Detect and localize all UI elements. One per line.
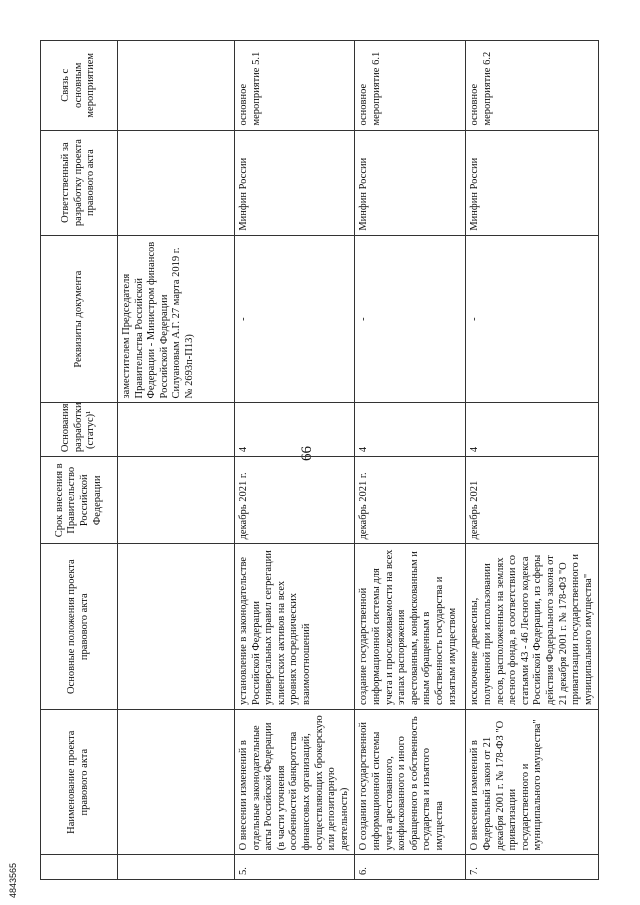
cell-num [118, 855, 235, 880]
legal-acts-table [40, 40, 599, 880]
cell-num: 6. [355, 855, 466, 880]
header-name: Наименование проекта правового акта [41, 709, 118, 854]
cell-name: О внесении изменений в Федеральный закон от 21 декабря 2001 г. № 178-ФЗ "О приватизации государственного и муниципального имущества" [466, 709, 599, 854]
table-row [235, 41, 355, 880]
cell-provisions: создание государственной информационной системы для учета и прослеживаемости на всех этапах распоряжения арестованным, конфискованным и иным обращенным в собственность государства и изъятым имуществом [355, 544, 466, 710]
cell-link: основное мероприятие 5.1 [235, 41, 355, 131]
cell-requisites: заместителем Председателя Правительства Российской Федерации - Министром финансов Российской Федерации Силуановым А.Г. 27 марта 2019 г. № 2693п-П13) [118, 235, 235, 403]
rotated-table-wrapper [40, 40, 610, 880]
cell-basis [118, 403, 235, 457]
cell-deadline: декабрь 2021 г. [235, 457, 355, 544]
cell-deadline: декабрь 2021 [466, 457, 599, 544]
header-provisions: Основные положения проекта правового акта [41, 544, 118, 710]
cell-responsible [118, 130, 235, 235]
cell-name [118, 709, 235, 854]
cell-link [118, 41, 235, 131]
document-id: 4843565 [8, 862, 18, 898]
cell-name: О внесении изменений в отдельные законодательные акты Российской Федерации (в части уточнения особенностей банкротства финансовых организаций, осуществляющих брокерскую или депозитарную деятельность) [235, 709, 355, 854]
cell-basis: 4 [355, 403, 466, 457]
cell-basis: 4 [466, 403, 599, 457]
table-row [355, 41, 466, 880]
cell-provisions: исключение древесины, полученной при использовании лесов, расположенных на землях лесного фонда, в соответствии со статьями 43 - 46 Лесного кодекса Российской Федерации, из сферы действия Федерального закона от 21 декабря 2001 г. № 178-ФЗ "О приватизации государственного и муниципального имущества" [466, 544, 599, 710]
cell-provisions: установление в законодательстве Российской Федерации универсальных правил сегрегации клиентских активов на всех уровнях посреднических взаимоотношений [235, 544, 355, 710]
table-row [466, 41, 599, 880]
header-num [41, 855, 118, 880]
header-deadline: Срок внесения в Правительство Российской Федерации [41, 457, 118, 544]
cell-requisites: - [355, 235, 466, 403]
cell-requisites: - [466, 235, 599, 403]
header-responsible: Ответственный за разработку проекта правового акта [41, 130, 118, 235]
cell-basis: 4 [235, 403, 355, 457]
cell-deadline [118, 457, 235, 544]
cell-responsible: Минфин России [235, 130, 355, 235]
cell-provisions [118, 544, 235, 710]
cell-responsible: Минфин России [466, 130, 599, 235]
cell-link: основное мероприятие 6.2 [466, 41, 599, 131]
cell-link: основное мероприятие 6.1 [355, 41, 466, 131]
table-header-row [41, 41, 118, 880]
header-basis: Основания разработки (статус)¹ [41, 403, 118, 457]
cell-responsible: Минфин России [355, 130, 466, 235]
header-link: Связь с основным мероприятием [41, 41, 118, 131]
cell-name: О создании государственной информационной системы учета арестованного, конфискованного и иного обращенного в собственность государства и изъятого имущества [355, 709, 466, 854]
cell-num: 5. [235, 855, 355, 880]
cell-num: 7. [466, 855, 599, 880]
cell-requisites: - [235, 235, 355, 403]
header-requisites: Реквизиты документа [41, 235, 118, 403]
cell-deadline: декабрь 2021 г. [355, 457, 466, 544]
page-number: 66 [299, 446, 315, 461]
table-row-carryover [118, 41, 235, 880]
